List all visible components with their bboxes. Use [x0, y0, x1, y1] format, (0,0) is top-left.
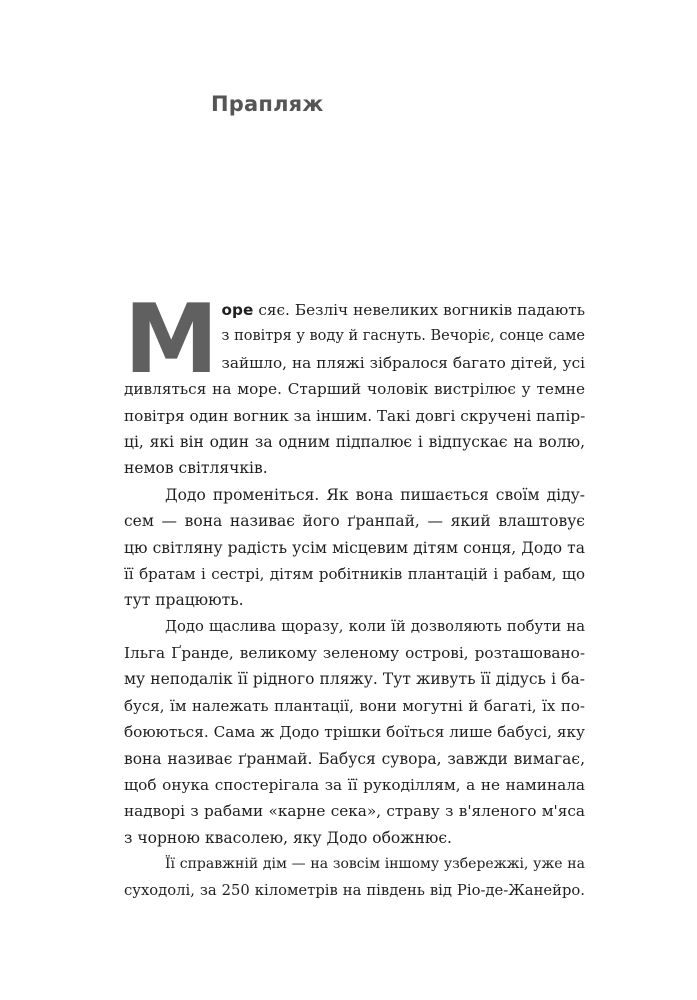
text-line: дивляться на море. Старший чоловік вистрілює у темне	[124, 380, 585, 399]
first-line-text: сяє. Безліч невеликих вогників падають	[253, 301, 585, 319]
paragraph-1	[124, 285, 586, 482]
text-line: Додо щаслива щоразу, коли їй дозволяють побути на	[165, 617, 585, 635]
body-text	[124, 285, 586, 904]
text-line: буся, їм належать плантації, вони могутні й багаті, їх по-	[124, 696, 585, 715]
text-line: сем — вона називає його ґранпай, — який влаштовує	[124, 512, 585, 531]
text-line: зайшло, на пляжі зібралося багато дітей, усі	[221, 353, 585, 372]
text-line: цю світляну радість усім місцевим дітям сонця, Додо та	[124, 538, 585, 557]
text-line: немов світлячків.	[124, 459, 268, 478]
text-line: повітря один вогник за іншим. Такі довгі скручені папір-	[124, 406, 586, 425]
text-line: вона називає ґранмай. Бабуся сувора, завжди вимагає,	[124, 749, 585, 768]
text-line: щоб онука спостерігала за її рукоділлям, а не наминала	[124, 776, 585, 795]
text-line: тут працюють.	[124, 591, 244, 610]
drop-cap: М	[124, 285, 218, 395]
text-line: ці, які він один за одним підпалює і відпускає на волю,	[124, 432, 585, 451]
text-line: Ільга Ґранде, великому зеленому острові, розташовано-	[124, 644, 585, 663]
paragraph-2	[124, 482, 585, 614]
text-line: її братам і сестрі, дітям робітників плантацій і рабам, що	[124, 564, 585, 583]
text-line: з чорною квасолею, яку Додо обожнює.	[124, 828, 452, 847]
text-line: суходолі, за 250 кілометрів на південь від Ріо-де-Жанейро.	[124, 881, 585, 899]
text-line: боюються. Сама ж Додо трішки боїться лише бабусі, яку	[124, 723, 585, 742]
chapter-title: Прапляж	[211, 92, 324, 116]
text-line: з повітря у воду й гаснуть. Вечоріє, сонце саме	[221, 328, 585, 345]
text-line: Її справжній дім — на зовсім іншому узбережжі, уже на	[165, 856, 585, 873]
text-line: надворі з рабами «карне сека», страву з в'яленого м'яса	[124, 802, 585, 821]
paragraph-3	[124, 614, 585, 852]
text-line: Додо променіться. Як вона пишається своїм діду-	[165, 485, 585, 504]
text-line: му неподалік її рідного пляжу. Тут живуть її дідусь і ба-	[124, 670, 585, 689]
first-word: оре	[221, 301, 254, 319]
paragraph-4	[124, 851, 585, 904]
